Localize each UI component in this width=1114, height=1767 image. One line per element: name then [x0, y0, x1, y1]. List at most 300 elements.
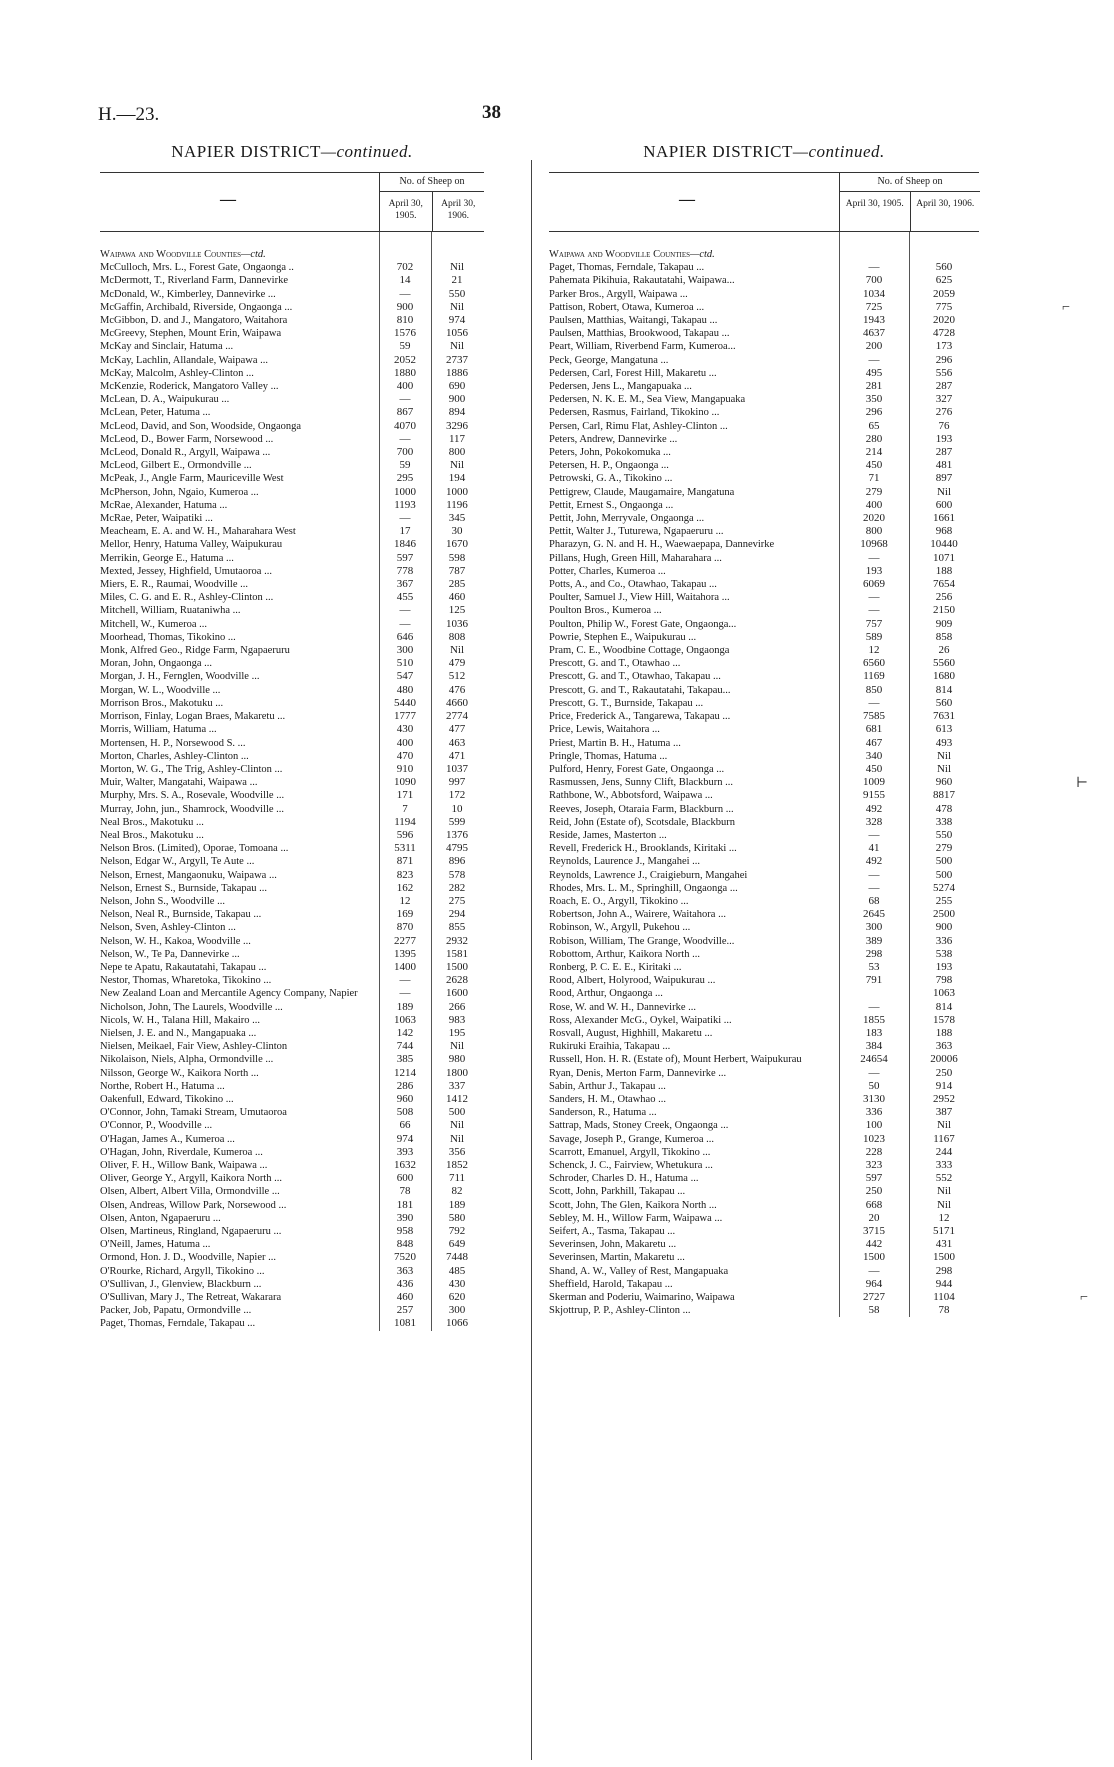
table-row	[549, 380, 979, 393]
owner-name: Sanders, H. M., Otawhao ...	[549, 1093, 666, 1105]
owner-name: McPeak, J., Angle Farm, Mauriceville West	[100, 473, 284, 485]
sheep-1906: 276	[935, 406, 953, 419]
sheep-1905: 363	[396, 1264, 414, 1277]
sheep-1906: 188	[935, 1026, 953, 1039]
owner-name: Revell, Frederick H., Brooklands, Kiritaki ...	[549, 843, 737, 855]
table-row	[549, 737, 979, 750]
table-row	[549, 1159, 979, 1172]
sheep-1906: Nil	[449, 1119, 465, 1132]
sheep-1906: 296	[935, 353, 953, 366]
sheep-1906: 858	[935, 630, 953, 643]
sheep-1905: 336	[865, 1106, 883, 1119]
sheep-1906: 560	[935, 696, 953, 709]
owner-name: Moran, John, Ongaonga ...	[100, 658, 212, 670]
owner-name: Schroder, Charles D. H., Hatuma ...	[549, 1173, 699, 1185]
owner-name: McLeod, David, and Son, Woodside, Ongaonga	[100, 420, 302, 432]
sheep-1905: 964	[865, 1277, 883, 1290]
header-col-1905: April 30, 1905.	[388, 199, 423, 221]
table-row	[549, 948, 979, 961]
table-row	[549, 525, 979, 538]
sheep-1905: 7520	[394, 1251, 416, 1264]
sheep-1905: 400	[396, 736, 414, 749]
owner-name: Nicols, W. H., Talana Hill, Makairo ...	[100, 1014, 261, 1026]
sheep-1906: 336	[935, 934, 953, 947]
owner-name: Meacheam, E. A. and W. H., Maharahara West	[100, 526, 296, 538]
table-row	[100, 1106, 484, 1119]
owner-name: Petrowski, G. A., Tikokino ...	[549, 473, 673, 485]
sheep-1906: 8817	[933, 789, 955, 802]
table-row	[100, 525, 484, 538]
owner-name: McGreevy, Stephen, Mount Erin, Waipawa	[100, 328, 282, 340]
owner-name: O'Hagan, John, Riverdale, Kumeroa ...	[100, 1146, 263, 1158]
owner-name: Morgan, W. L., Woodville ...	[100, 684, 221, 696]
table-row	[549, 670, 979, 683]
owner-name: Mellor, Henry, Hatuma Valley, Waipukurau	[100, 539, 283, 551]
sheep-1906: 172	[448, 789, 466, 802]
table-row	[549, 684, 979, 697]
sheep-1905: —	[399, 617, 411, 630]
owner-name: Sattrap, Mads, Stoney Creek, Ongaonga ...	[549, 1120, 729, 1132]
section-heading	[549, 248, 979, 261]
owner-name: McLean, D. A., Waipukurau ...	[100, 394, 230, 406]
sheep-1905: —	[868, 551, 880, 564]
sheep-1906: 800	[448, 446, 466, 459]
owner-name: Pedersen, Jens L., Mangapuaka ...	[549, 381, 692, 393]
table-row	[100, 565, 484, 578]
owner-name: Nilsson, George W., Kaikora North ...	[100, 1067, 259, 1079]
owner-name: Rukiruki Eraihia, Takapau ...	[549, 1041, 671, 1053]
sheep-1905: 547	[396, 670, 414, 683]
column-title	[549, 142, 979, 162]
sheep-1906: 250	[935, 1066, 953, 1079]
sheep-1905: 1395	[394, 947, 416, 960]
sheep-1906: 193	[935, 960, 953, 973]
table-row	[100, 472, 484, 485]
owner-name: Poulton, Philip W., Forest Gate, Ongaonga...	[549, 618, 737, 630]
sheep-1906: 7631	[933, 710, 955, 723]
owner-name: McGibbon, D. and J., Mangatoro, Waitahora	[100, 315, 288, 326]
table-row	[549, 591, 979, 604]
owner-name: Pringle, Thomas, Hatuma ...	[549, 750, 668, 762]
sheep-1906: 363	[935, 1040, 953, 1053]
table-row	[100, 340, 484, 353]
sheep-1906: 1661	[933, 512, 955, 525]
sheep-1905: 9155	[863, 789, 885, 802]
table-row	[549, 908, 979, 921]
owner-name: Murray, John, jun., Shamrock, Woodville ...	[100, 803, 285, 815]
table-row	[100, 1001, 484, 1014]
sheep-1906: 3296	[446, 419, 468, 432]
table-row	[100, 1185, 484, 1198]
owner-name: Reid, John (Estate of), Scotsdale, Blackburn	[549, 816, 736, 828]
sheep-1906: 493	[935, 736, 953, 749]
sheep-1906: 599	[448, 815, 466, 828]
sheep-1906: 82	[451, 1185, 463, 1198]
table-row	[100, 710, 484, 723]
owner-name: Morrison Bros., Makotuku ...	[100, 697, 224, 709]
table-row	[549, 512, 979, 525]
sheep-1905: 681	[865, 723, 883, 736]
table-body	[549, 232, 979, 1317]
sheep-1905: —	[399, 974, 411, 987]
sheep-1905: 2020	[863, 512, 885, 525]
table-row	[549, 1291, 979, 1304]
sheep-1905: 10968	[860, 538, 888, 551]
sheep-1906: 613	[935, 723, 953, 736]
sheep-1906: 2952	[933, 1092, 955, 1105]
table-row	[100, 459, 484, 472]
sheep-1906: 914	[935, 1079, 953, 1092]
owner-name: Ross, Alexander McG., Oykel, Waipatiki ...	[549, 1014, 732, 1026]
owner-name: Poulton Bros., Kumeroa ...	[549, 605, 662, 617]
owner-name: McKay, Malcolm, Ashley-Clinton ...	[100, 367, 254, 379]
owner-name: Prescott, G. and T., Rakautatahi, Takapau...	[549, 684, 731, 696]
sheep-1906: 1376	[446, 828, 468, 841]
table-row	[549, 644, 979, 657]
owner-name: Severinsen, Martin, Makaretu ...	[549, 1252, 685, 1264]
sheep-1906: 1104	[933, 1291, 955, 1304]
table-row	[100, 1265, 484, 1278]
table-row	[549, 486, 979, 499]
owner-name: Morton, W. G., The Trig, Ashley-Clinton ...	[100, 763, 283, 775]
sheep-1906: 327	[935, 393, 953, 406]
table-row	[549, 1304, 979, 1317]
owner-name: Morgan, J. H., Fernglen, Woodville ...	[100, 671, 260, 683]
table-row	[100, 393, 484, 406]
owner-name: New Zealand Loan and Mercantile Agency Company, Napier	[100, 988, 358, 1000]
table-row	[549, 1212, 979, 1225]
sheep-1905: 974	[396, 1132, 414, 1145]
sheep-1905: 597	[396, 551, 414, 564]
owner-name: Ormond, Hon. J. D., Woodville, Napier ...	[100, 1252, 276, 1264]
owner-name: Mortensen, H. P., Norsewood S. ...	[100, 737, 246, 749]
owner-name: Scott, John, Parkhill, Takapau ...	[549, 1186, 686, 1198]
owner-name: Poulter, Samuel J., View Hill, Waitahora ...	[549, 592, 730, 604]
sheep-1905: —	[868, 1264, 880, 1277]
table-row	[549, 1106, 979, 1119]
section-text: Waipawa and Woodville Counties	[100, 249, 242, 260]
table-row	[549, 1238, 979, 1251]
sheep-1905: 1193	[394, 498, 416, 511]
sheep-1905: 1500	[863, 1251, 885, 1264]
owner-name: McLeod, Gilbert E., Ormondville ...	[100, 460, 252, 472]
table-row	[549, 538, 979, 551]
owner-name: Peck, George, Mangatuna ...	[549, 354, 669, 366]
title-suffix: —continued.	[320, 142, 413, 161]
table-row	[549, 1278, 979, 1291]
owner-name: O'Connor, John, Tamaki Stream, Umutaoroa	[100, 1107, 287, 1119]
table-row	[549, 354, 979, 367]
sheep-1905: 430	[396, 723, 414, 736]
section-heading	[100, 248, 484, 261]
title-suffix: —continued.	[792, 142, 885, 161]
sheep-1906: 333	[935, 1159, 953, 1171]
sheep-1906: 550	[935, 828, 953, 841]
owner-name: Neal Bros., Makotuku ...	[100, 816, 204, 828]
table-row	[549, 301, 979, 314]
table-body	[100, 232, 484, 1331]
owner-name: Rood, Arthur, Ongaonga ...	[549, 988, 663, 1000]
table-row	[100, 261, 484, 274]
table-row	[100, 420, 484, 433]
owner-name: Sheffield, Harold, Takapau ...	[549, 1278, 673, 1290]
sheep-1906: Nil	[936, 485, 952, 498]
sheep-1906: 711	[448, 1172, 466, 1185]
sheep-1906: 255	[935, 894, 953, 907]
sheep-1906: Nil	[449, 300, 465, 313]
table-row	[549, 1185, 979, 1198]
sheep-1905: 450	[865, 459, 883, 472]
table-row	[100, 776, 484, 789]
table-row	[100, 684, 484, 697]
sheep-1905: 214	[865, 446, 883, 459]
owner-name: Mitchell, W., Kumeroa ...	[100, 618, 208, 630]
sheep-1906: 1886	[446, 366, 468, 379]
table-row	[549, 935, 979, 948]
sheep-1905: 492	[865, 802, 883, 815]
table-row	[549, 657, 979, 670]
sheep-1905: 6069	[863, 578, 885, 591]
owner-name: Merrikin, George E., Hatuma ...	[100, 552, 234, 564]
sheep-1906: 287	[935, 380, 953, 393]
sheep-1905: 4070	[394, 419, 416, 432]
owner-name: Miers, E. R., Raumai, Woodville ...	[100, 579, 248, 591]
sheep-1905: 1090	[394, 776, 416, 789]
sheep-1905: 183	[865, 1026, 883, 1039]
owner-name: Nepe te Apatu, Rakautatahi, Takapau ...	[100, 961, 267, 973]
sheep-1906: 855	[448, 921, 466, 934]
owner-name: O'Sullivan, Mary J., The Retreat, Wakarara	[100, 1292, 282, 1304]
sheep-1906: 787	[448, 564, 466, 577]
table-row	[549, 327, 979, 340]
sheep-1905: 791	[865, 974, 883, 987]
sheep-1906: 983	[448, 1013, 466, 1026]
owner-name: Rhodes, Mrs. L. M., Springhill, Ongaonga ...	[549, 882, 738, 894]
sheep-1905: 2727	[863, 1291, 885, 1304]
table-row	[549, 578, 979, 591]
sheep-1905: 193	[865, 564, 883, 577]
left-column	[100, 142, 484, 1331]
owner-name: Olsen, Anton, Ngapaeruru ...	[100, 1212, 221, 1224]
table-row	[549, 393, 979, 406]
owner-name: Price, Frederick A., Tangarewa, Takapau ...	[549, 711, 731, 723]
sheep-1905: 53	[868, 960, 880, 973]
sheep-1905: 668	[865, 1198, 883, 1211]
sheep-1906: 2628	[446, 974, 468, 987]
owner-name: Pedersen, N. K. E. M., Sea View, Mangapuaka	[549, 394, 746, 406]
sheep-1906: 1071	[933, 551, 955, 564]
owner-name: Priest, Martin B. H., Hatuma ...	[549, 737, 681, 749]
table-row	[549, 776, 979, 789]
table-row	[549, 314, 979, 327]
sheep-1905: 65	[868, 419, 880, 432]
sheep-1905: 850	[865, 683, 883, 696]
sheep-1906: Nil	[936, 1198, 952, 1211]
owner-name: Sebley, M. H., Willow Farm, Waipawa ...	[549, 1212, 723, 1224]
owner-name: Rood, Albert, Holyrood, Waipukurau ...	[549, 975, 716, 987]
owner-name: Ronberg, P. C. E. E., Kiritaki ...	[549, 961, 682, 973]
sheep-1906: 894	[448, 406, 466, 419]
sheep-1906: 550	[448, 287, 466, 300]
sheep-1905: 367	[396, 578, 414, 591]
sheep-1905: 162	[396, 881, 414, 894]
owner-name: Nicholson, John, The Laurels, Woodville ...	[100, 1001, 283, 1013]
owner-name: McCulloch, Mrs. L., Forest Gate, Ongaonga ..	[100, 262, 294, 274]
table-row	[549, 274, 979, 287]
sheep-1905: 442	[865, 1238, 883, 1251]
sheep-1906: 195	[448, 1026, 466, 1039]
table-row	[549, 1199, 979, 1212]
sheep-1905: 778	[396, 564, 414, 577]
table-row	[549, 829, 979, 842]
owner-name: Monk, Alfred Geo., Ridge Farm, Ngapaeruru	[100, 645, 290, 657]
sheep-1905: —	[399, 512, 411, 525]
sheep-1906: Nil	[936, 1119, 952, 1132]
table-row	[549, 816, 979, 829]
sheep-1906: 7654	[933, 578, 955, 591]
sheep-1906: 1063	[933, 987, 955, 1000]
table-row	[100, 591, 484, 604]
owner-name: Neal Bros., Makotuku ...	[100, 829, 204, 841]
sheep-1905: 5440	[394, 696, 416, 709]
sheep-1905: 142	[396, 1026, 414, 1039]
sheep-1906: 282	[448, 881, 466, 894]
owner-name: Reside, James, Masterton ...	[549, 829, 667, 841]
sheep-1905: 467	[865, 736, 883, 749]
table-row	[100, 763, 484, 776]
sheep-1906: 960	[935, 776, 953, 789]
table-row	[549, 340, 979, 353]
table-row	[549, 288, 979, 301]
sheep-1906: 300	[448, 1304, 466, 1317]
sheep-1905: 393	[396, 1145, 414, 1158]
owner-name: Rathbone, W., Abbotsford, Waipawa ...	[549, 790, 713, 802]
table-row	[100, 921, 484, 934]
sheep-1906: 7448	[446, 1251, 468, 1264]
table-header	[549, 172, 979, 232]
table-row	[549, 763, 979, 776]
table-row	[549, 1172, 979, 1185]
table-row	[100, 1040, 484, 1053]
sheep-1905: 59	[399, 459, 411, 472]
sheep-1906: 460	[448, 591, 466, 604]
sheep-1906: 1056	[446, 327, 468, 340]
table-row	[100, 354, 484, 367]
sheep-1905: 181	[396, 1198, 414, 1211]
owner-name: Olsen, Andreas, Willow Park, Norsewood ...	[100, 1199, 287, 1211]
owner-name: Pettit, John, Merryvale, Ongaonga ...	[549, 513, 705, 525]
sheep-1905: 281	[865, 380, 883, 393]
sheep-1905: 384	[865, 1040, 883, 1053]
sheep-1905: 66	[399, 1119, 411, 1132]
title-text: NAPIER DISTRICT	[643, 142, 793, 161]
table-row	[549, 1265, 979, 1278]
table-row	[100, 1067, 484, 1080]
table-row	[549, 604, 979, 617]
table-row	[549, 1093, 979, 1106]
sheep-1905: 1000	[394, 485, 416, 498]
header-group	[379, 173, 484, 231]
owner-name: Pillans, Hugh, Green Hill, Maharahara ...	[549, 552, 722, 564]
sheep-1905: 1063	[394, 1013, 416, 1026]
owner-name: Morton, Charles, Ashley-Clinton ...	[100, 750, 249, 762]
table-row	[100, 1053, 484, 1066]
owner-name: Mexted, Jessey, Highfield, Umutaoroa ...	[100, 565, 272, 577]
sheep-1906: 1412	[446, 1092, 468, 1105]
section-suffix: —ctd.	[690, 249, 715, 260]
sheep-1905: 71	[868, 472, 880, 485]
sheep-1906: 1037	[446, 762, 468, 775]
sheep-1906: 294	[448, 908, 466, 921]
sheep-1905: 14	[399, 274, 411, 287]
table-row	[549, 1225, 979, 1238]
owner-name: Reeves, Joseph, Otaraia Farm, Blackburn ...	[549, 803, 734, 815]
sheep-1905: 1023	[863, 1132, 885, 1145]
sheep-1906: 189	[448, 1198, 466, 1211]
sheep-1905: 848	[396, 1238, 414, 1251]
table-row	[100, 789, 484, 802]
sheep-1905: 17	[399, 525, 411, 538]
owner-name: Rosvall, August, Highhill, Makaretu ...	[549, 1027, 713, 1039]
owner-name: Shand, A. W., Valley of Rest, Mangapuaka	[549, 1265, 729, 1277]
table-row	[100, 1304, 484, 1317]
sheep-1905: 78	[399, 1185, 411, 1198]
table-row	[100, 1212, 484, 1225]
sheep-1905: 1632	[394, 1159, 416, 1171]
sheep-1906: 974	[448, 314, 466, 326]
section-suffix: —ctd.	[241, 249, 266, 260]
sheep-1905: 3130	[863, 1092, 885, 1105]
table-row	[100, 1291, 484, 1304]
table-row	[100, 1251, 484, 1264]
sheep-1906: 808	[448, 630, 466, 643]
table-row	[100, 935, 484, 948]
sheep-1906: 1167	[933, 1132, 955, 1145]
sheep-1905: 757	[865, 617, 883, 630]
sheep-1906: 78	[938, 1304, 950, 1317]
sheep-1906: 690	[448, 380, 466, 393]
owner-name: Peart, William, Riverbend Farm, Kumeroa...	[549, 341, 736, 353]
sheep-1905: 1169	[863, 670, 885, 683]
sheep-1906: 76	[938, 419, 950, 432]
sheep-1905: 296	[865, 406, 883, 419]
table-row	[100, 1014, 484, 1027]
sheep-1906: 500	[448, 1106, 466, 1119]
table-row	[100, 301, 484, 314]
owner-name: McRae, Alexander, Hatuma ...	[100, 499, 228, 511]
sheep-1906: 1670	[446, 538, 468, 551]
sheep-1906: 578	[448, 868, 466, 881]
table-row	[549, 552, 979, 565]
sheep-1906: 798	[935, 974, 953, 987]
header-group-label: No. of Sheep on	[380, 173, 484, 192]
owner-name: Robottom, Arthur, Kaikora North ...	[549, 948, 700, 960]
sheep-1906: 500	[935, 855, 953, 868]
sheep-1906: 552	[935, 1172, 953, 1185]
sheep-1906: Nil	[449, 1132, 465, 1145]
sheep-1906: 500	[935, 868, 953, 881]
sheep-1905: 700	[865, 274, 883, 287]
table-row	[549, 459, 979, 472]
sheep-1905: 6560	[863, 657, 885, 670]
owner-name: Petersen, H. P., Ongaonga ...	[549, 460, 669, 472]
owner-name: Nelson, Edgar W., Argyll, Te Aute ...	[100, 856, 255, 868]
sheep-1905: 7585	[863, 710, 885, 723]
owner-name: McLean, Peter, Hatuma ...	[100, 407, 211, 419]
table-row	[549, 789, 979, 802]
sheep-1906: 10	[451, 802, 463, 815]
owner-name: Morris, William, Hatuma ...	[100, 724, 217, 736]
